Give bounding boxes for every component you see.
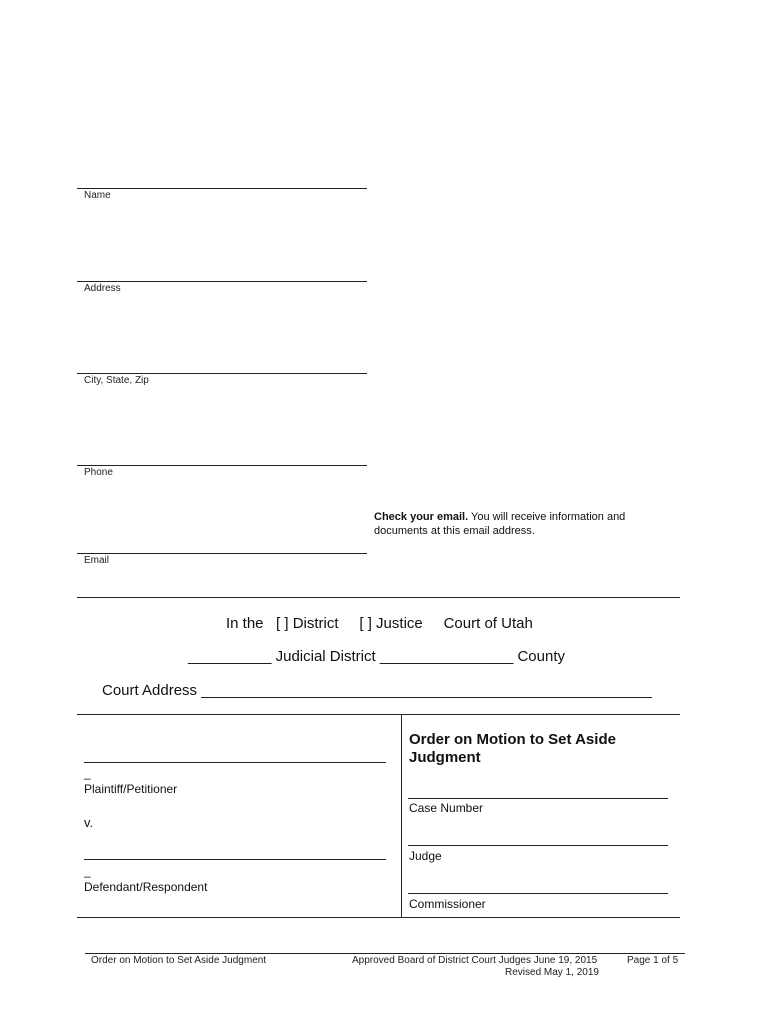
address-label: Address (84, 283, 121, 294)
caption-top-border (77, 714, 680, 715)
judge-label: Judge (409, 849, 442, 863)
judicial-district-blank[interactable]: __________ (188, 648, 272, 665)
name-line[interactable] (77, 188, 367, 189)
phone-line[interactable] (77, 465, 367, 466)
justice-checkbox[interactable]: [ ] Justice (359, 615, 423, 632)
email-notice-text: You will receive information and documents at this email address. (374, 511, 626, 537)
email-label: Email (84, 555, 110, 566)
email-notice-bold: Check your email. (374, 511, 469, 523)
court-address-line (102, 682, 652, 699)
city-state-zip-label: City, State, Zip (84, 375, 149, 386)
email-line[interactable] (77, 553, 367, 554)
defendant-underscore: _ (84, 864, 91, 878)
phone-label: Phone (84, 467, 113, 478)
case-number-line[interactable] (408, 798, 668, 799)
commissioner-label: Commissioner (409, 897, 486, 911)
order-title: Order on Motion to Set Aside Judgment (409, 731, 616, 766)
footer-revised: Revised May 1, 2019 (505, 967, 599, 978)
address-line[interactable] (77, 281, 367, 282)
case-number-label: Case Number (409, 801, 484, 815)
commissioner-line[interactable] (408, 893, 668, 894)
judicial-district-line (188, 648, 565, 665)
defendant-line[interactable] (84, 859, 386, 860)
caption-bottom-border (77, 917, 680, 918)
county-blank[interactable]: ________________ (379, 648, 514, 665)
plaintiff-line[interactable] (84, 762, 386, 763)
footer-page-number: Page 1 of 5 (627, 955, 679, 966)
court-of-utah: Court of Utah (443, 615, 533, 632)
city-state-zip-line[interactable] (77, 373, 367, 374)
court-in-the: In the (226, 615, 264, 632)
plaintiff-label: Plaintiff/Petitioner (84, 782, 178, 796)
court-address-label: Court Address (102, 682, 198, 699)
district-checkbox[interactable]: [ ] District (276, 615, 339, 632)
court-address-blank[interactable]: ______________________________________________________ (201, 682, 652, 699)
footer-rule (85, 953, 685, 954)
caption-vertical-divider (401, 714, 402, 917)
name-label: Name (84, 190, 111, 201)
versus-label: v. (84, 815, 94, 830)
judge-line[interactable] (408, 845, 668, 846)
section-divider (77, 597, 680, 598)
county-label: County (517, 648, 565, 665)
court-heading (226, 615, 533, 632)
defendant-label: Defendant/Respondent (84, 880, 208, 894)
judicial-district-label: Judicial District (275, 648, 376, 665)
plaintiff-underscore: _ (84, 766, 91, 780)
footer-form-title: Order on Motion to Set Aside Judgment (91, 955, 267, 966)
footer-approved: Approved Board of District Court Judges June 19, 2015 (352, 955, 598, 966)
email-notice (374, 510, 674, 538)
